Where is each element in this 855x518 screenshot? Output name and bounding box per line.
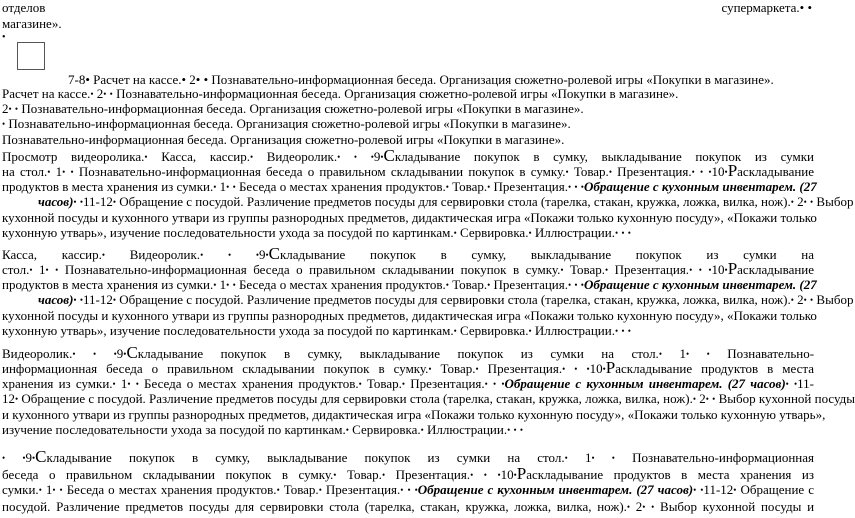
indented-line: 7-8• Расчет на кассе.• 2• • Познавательно-информационная беседа. Организация сюжетно-ролевой игры «Покупки в магазине». xyxy=(68,72,774,87)
block1-line: кухонной посуды и кухонного утвари из группы разнородных предметов, дидактическая игра «Покажи только кухонную посуду», «Покажи только xyxy=(2,209,817,225)
block3-line: хранения из сумки.• 1• • Беседа о местах хранения продуктов.• Товар.• Презентация.• • •Обращение с кухонным инвентарем. (27 часов)• •11- xyxy=(2,375,815,391)
block3-line: 12• Обращение с посудой. Различение предметов посуды для сервировки стола (тарелка, стакан, кружка, ложка, вилка, нож).• 2• • Выбор кухонной посуды xyxy=(2,391,855,407)
block4-line: посудой. Различение предметов посуды для сервировки стола (тарелка, стакан, кружка, ложка, вилка, нож).• 2• • Выбор кухонной посуды и xyxy=(2,498,815,514)
block1-line: на стол.• 1• • Познавательно-информационная беседа о правильном складывании покупок в сумку.• Товар.• Презентация.• • •10•Раскладывание xyxy=(2,161,815,181)
block2-line: Касса, кассир.• Видеоролик.• • •9•Складывание покупок в сумку, выкладывание покупок из сумки на xyxy=(2,244,815,263)
block2-line: часов)• •11-12• Обращение с посудой. Различение предметов посуды для сервировки стола (тарелка, стакан, кружка, ложка, вилка, нож).• 2• • Выбор xyxy=(38,292,854,308)
block4-line: • •9•Складывание покупок в сумку, выкладывание покупок из сумки на стол.• 1• • Познавательно-информационная xyxy=(2,447,814,466)
header-left-text: отделов xyxy=(2,0,46,15)
header-second-line: магазине». xyxy=(2,16,62,31)
block2-line: продуктов в места хранения из сумки.• 1• • Беседа о местах хранения продуктов.• Товар.• Презентация.• • •Обращение с кухонным инвентарем. (27 xyxy=(2,276,817,292)
block2-line: кухонной посуды и кухонного утвари из группы разнородных предметов, дидактическая игра «Покажи только кухонную посуду», «Покажи только xyxy=(2,307,817,323)
block3-line: информационная беседа о правильном складывании покупок в сумку.• Товар.• Презентация.• • •10•Раскладывание продуктов в места xyxy=(2,358,815,378)
checkbox-image-placeholder xyxy=(17,42,45,70)
lone-bullet: • xyxy=(2,32,6,43)
plain-lines-line: Познавательно-информационная беседа. Организация сюжетно-ролевой игры «Покупки в магазине». xyxy=(2,131,565,147)
block2-line: стол.• 1• • Познавательно-информационная беседа о правильном складывании покупок в сумку.• Товар.• Презентация.• • •10•Раскладывание xyxy=(2,259,815,279)
block1-line: кухонную утварь», изучение последовательности ухода за посудой по картинкам.• Сервировка.• Иллюстрации.• • • xyxy=(2,225,631,240)
block4-line: сумки.• 1• • Беседа о местах хранения продуктов.• Товар.• Презентация.• • •Обращение с кухонным инвентарем. (27 часов)• •11-12• Обращение с xyxy=(2,482,814,497)
block1-line: часов)• •11-12• Обращение с посудой. Различение предметов посуды для сервировки стола (тарелка, стакан, кружка, ложка, вилка, нож).• 2• • Выбор xyxy=(38,194,854,210)
plain-lines-line: 2• • Познавательно-информационная беседа. Организация сюжетно-ролевой игры «Покупки в магазине». xyxy=(2,101,584,117)
block3-line: изучение последовательности ухода за посудой по картинкам.• Сервировка.• Иллюстрации.• • • xyxy=(2,422,524,437)
block2-line: кухонную утварь», изучение последовательности ухода за посудой по картинкам.• Сервировка.• Иллюстрации.• • • xyxy=(2,323,631,338)
block4-line: беседа о правильном складывании покупок в сумку.• Товар.• Презентация.• • •10•Раскладывание продуктов в места хранения из xyxy=(2,463,815,483)
plain-lines-line: • Познавательно-информационная беседа. Организация сюжетно-ролевой игры «Покупки в магазине». xyxy=(2,116,571,132)
block1-line: продуктов в места хранения из сумки.• 1• • Беседа о местах хранения продуктов.• Товар.• Презентация.• • •Обращение с кухонным инвентарем. (27 xyxy=(2,178,817,194)
header-right-text: супермаркета.• • xyxy=(721,0,812,15)
block1-line: Просмотр видеоролика.• Касса, кассир.• Видеоролик.• • •9•Складывание покупок в сумку, выкладывание покупок из сумки xyxy=(2,146,814,165)
plain-lines-line: Расчет на кассе.• 2• • Познавательно-информационная беседа. Организация сюжетно-ролевой игры «Покупки в магазине». xyxy=(2,86,679,101)
block3-line: и кухонного утвари из группы разнородных предметов, дидактическая игра «Покажи только кухонную посуду», «Покажи только кухонную утварь», xyxy=(2,406,826,422)
block3-line: Видеоролик.• • •9•Складывание покупок в сумку, выкладывание покупок из сумки на стол.• 1• • Познавательно- xyxy=(2,343,815,362)
